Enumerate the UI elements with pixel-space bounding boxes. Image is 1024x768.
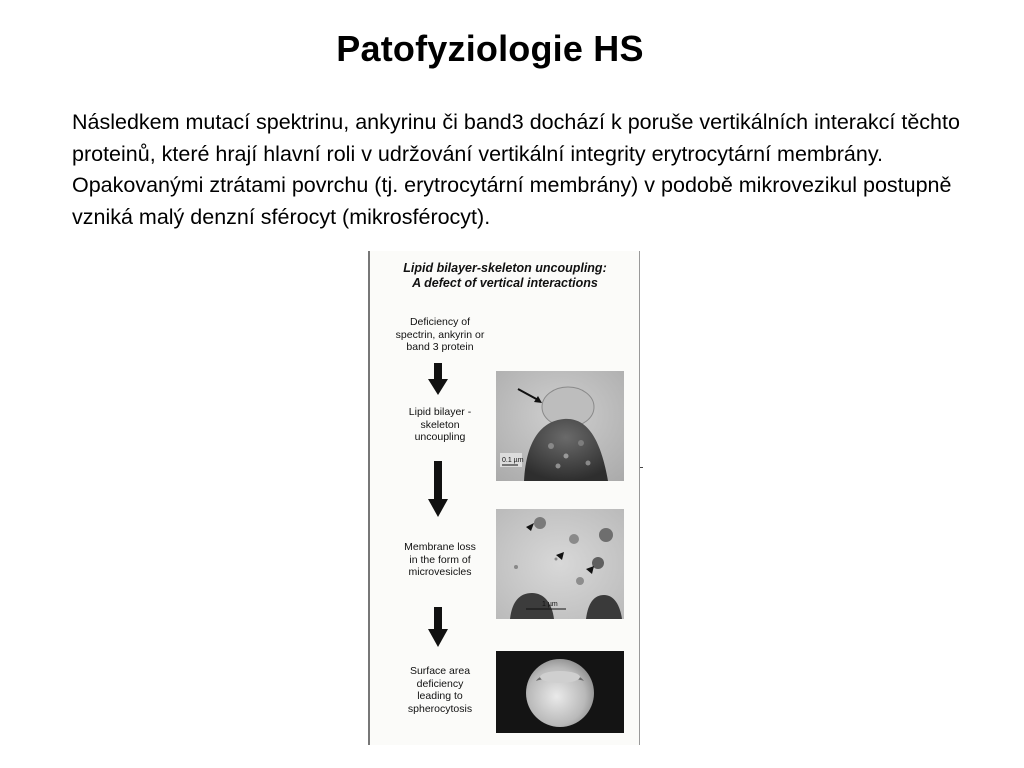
micrograph-spherocyte — [496, 651, 624, 733]
step-4-line-4: spherocytosis — [407, 702, 473, 715]
micrograph-microvesicles — [496, 509, 624, 619]
pathophysiology-figure — [368, 251, 640, 745]
step-2-line-1: Lipid bilayer - — [408, 406, 472, 418]
step-4-line-1: Surface area — [409, 665, 471, 677]
step-2-line-2: skeleton — [420, 418, 460, 431]
micrograph-uncoupling — [496, 371, 624, 481]
figure-title-line-2: A defect of vertical interactions — [412, 276, 598, 290]
step-2-line-3: uncoupling — [414, 431, 466, 443]
scale-label-2: 1 µm — [542, 601, 558, 608]
step-membrane-loss — [382, 541, 498, 579]
down-arrow-icon — [428, 607, 448, 647]
down-arrow-icon — [428, 461, 448, 517]
figure-title — [370, 261, 640, 291]
step-deficiency — [382, 316, 498, 354]
step-spherocytosis — [382, 665, 498, 715]
figure-title-line-1: Lipid bilayer-skeleton uncoupling: — [403, 261, 607, 275]
step-4-line-3: leading to — [417, 690, 463, 702]
down-arrow-icon — [428, 363, 448, 395]
step-3-line-3: microvesicles — [408, 566, 472, 578]
step-3-line-1: Membrane loss — [404, 541, 476, 553]
step-uncoupling — [382, 406, 498, 444]
step-3-line-2: in the form of — [409, 553, 471, 566]
step-1-line-1: Deficiency of — [409, 316, 471, 328]
step-4-line-2: deficiency — [416, 677, 464, 690]
scale-label-1: 0.1 µm — [502, 457, 524, 464]
slide-title: Patofyziologie HS — [336, 28, 644, 69]
slide-paragraph: Následkem mutací spektrinu, ankyrinu či band3 dochází k poruše vertikálních interakcí těchto proteinů, které hrají hlavní roli v udržování vertikální integrity erytrocytární membrány. Opakovanými ztrátami povrchu (tj. erytrocytární membrány) v podobě mikrovezikul postupně vzniká malý denzní sférocyt (mikrosférocyt). — [72, 110, 960, 229]
divider-tick — [640, 467, 643, 468]
step-1-line-2: spectrin, ankyrin or — [395, 328, 485, 341]
step-1-line-3: band 3 protein — [406, 341, 474, 353]
